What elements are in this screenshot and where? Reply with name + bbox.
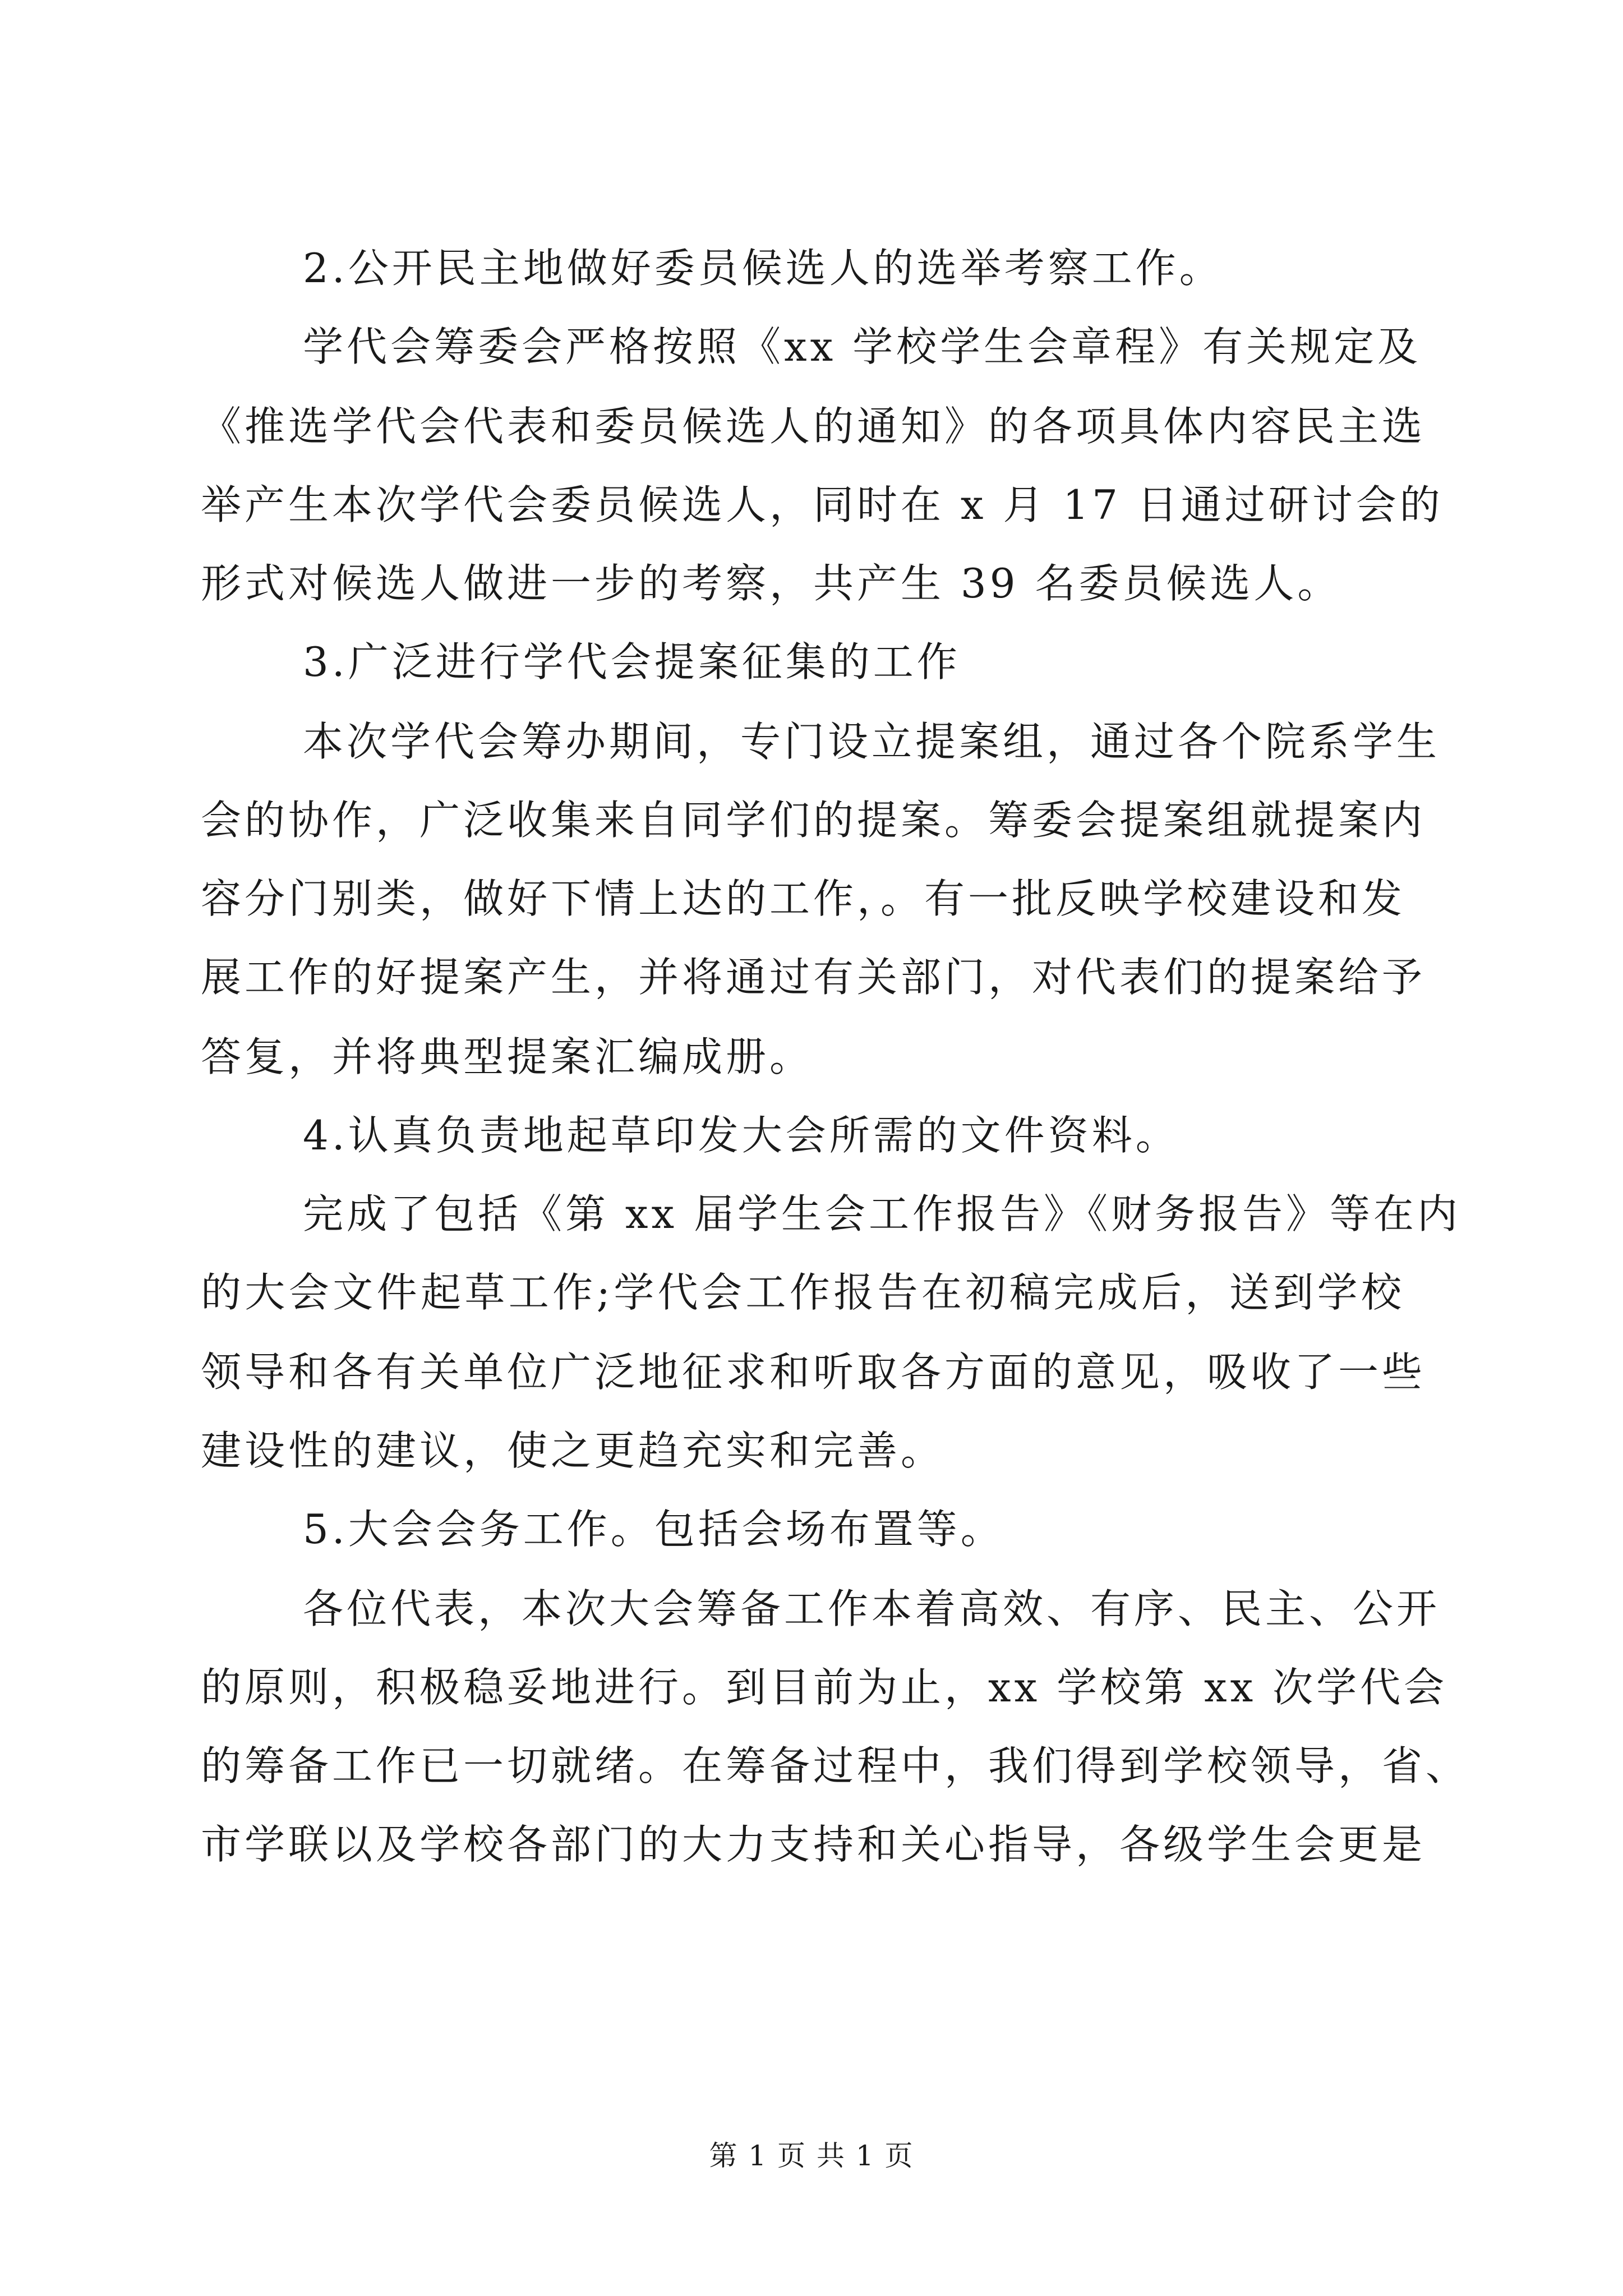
paragraph-line: 领导和各有关单位广泛地征求和听取各方面的意见，吸收了一些	[201, 1349, 1426, 1396]
paragraph-line: 的原则，积极稳妥地进行。到目前为止，xx 学校第 xx 次学代会	[201, 1664, 1448, 1711]
paragraph-line: 展工作的好提案产生，并将通过有关部门，对代表们的提案给予	[201, 954, 1426, 1001]
paragraph-line: 《推选学代会代表和委员候选人的通知》的各项具体内容民主选	[201, 403, 1426, 450]
paragraph-line: 学代会筹委会严格按照《xx 学校学生会章程》有关规定及	[303, 323, 1422, 370]
paragraph-line: 市学联以及学校各部门的大力支持和关心指导，各级学生会更是	[201, 1821, 1426, 1868]
paragraph-line: 各位代表，本次大会筹备工作本着高效、有序、民主、公开	[303, 1585, 1441, 1632]
page-footer: 第 1 页 共 1 页	[709, 2139, 914, 2172]
paragraph-line: 的大会文件起草工作;学代会工作报告在初稿完成后，送到学校	[201, 1269, 1405, 1316]
paragraph-line: 形式对候选人做进一步的考察，共产生 39 名委员候选人。	[201, 560, 1341, 607]
paragraph-line: 会的协作，广泛收集来自同学们的提案。筹委会提案组就提案内	[201, 797, 1426, 844]
heading-item-3: 3.广泛进行学代会提案征集的工作	[303, 638, 961, 685]
paragraph-line: 答复，并将典型提案汇编成册。	[201, 1033, 814, 1080]
heading-item-5: 5.大会会务工作。包括会场布置等。	[303, 1506, 1004, 1553]
heading-item-2: 2.公开民主地做好委员候选人的选举考察工作。	[303, 245, 1223, 292]
paragraph-line: 本次学代会筹办期间，专门设立提案组，通过各个院系学生	[303, 718, 1441, 765]
heading-item-4: 4.认真负责地起草印发大会所需的文件资料。	[303, 1112, 1179, 1159]
paragraph-line: 举产生本次学代会委员候选人，同时在 x 月 17 日通过研讨会的	[201, 481, 1444, 528]
paragraph-line: 建设性的建议，使之更趋充实和完善。	[201, 1427, 945, 1474]
paragraph-line: 完成了包括《第 xx 届学生会工作报告》《财务报告》等在内	[303, 1190, 1461, 1237]
paragraph-line: 的筹备工作已一切就绪。在筹备过程中，我们得到学校领导，省、	[201, 1742, 1470, 1789]
paragraph-line: 容分门别类，做好下情上达的工作，。有一批反映学校建设和发	[201, 875, 1406, 922]
